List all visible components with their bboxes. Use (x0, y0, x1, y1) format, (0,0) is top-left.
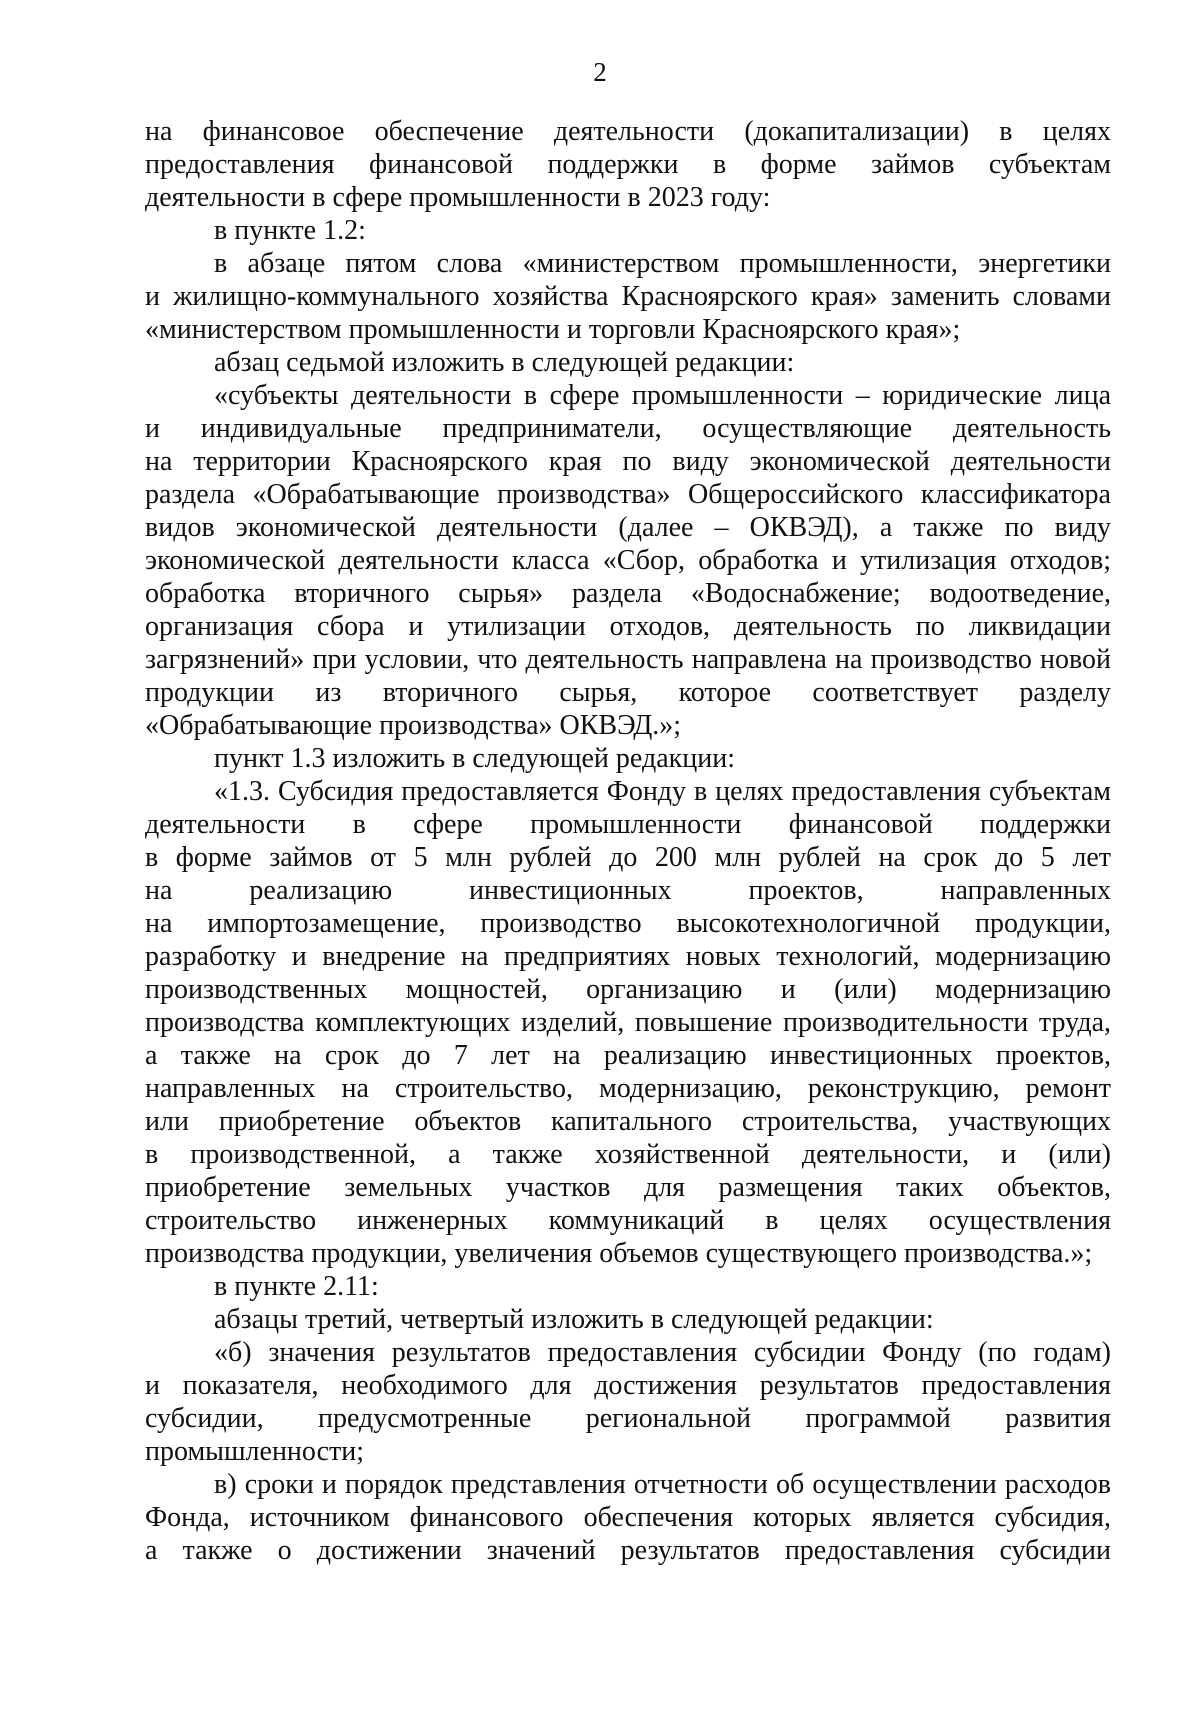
text-line: «б) значения результатов предоставления субсидии Фонду (по годам) (214, 1337, 1111, 1368)
text-line: и показателя, необходимого для достижения результатов предоставления (145, 1370, 1111, 1401)
paragraph (145, 1270, 1111, 1303)
text-line: продукции из вторичного сырья, которое соответствует разделу (145, 677, 1111, 708)
paragraph (145, 1336, 1111, 1468)
text-line: обработка вторичного сырья» раздела «Водоснабжение; водоотведение, (145, 578, 1111, 609)
text-line: в пункте 2.11: (214, 1271, 379, 1302)
text-line: в) сроки и порядок представления отчетности об осуществлении расходов (214, 1469, 1111, 1500)
text-line: видов экономической деятельности (далее – ОКВЭД), а также по виду (145, 512, 1111, 543)
text-line: Фонда, источником финансового обеспечения которых является субсидия, (145, 1502, 1111, 1533)
text-line: пункт 1.3 изложить в следующей редакции: (214, 743, 735, 774)
text-line: организация сбора и утилизации отходов, деятельность по ликвидации (145, 611, 1111, 642)
text-line: абзацы третий, четвертый изложить в следующей редакции: (214, 1304, 934, 1335)
text-line: промышленности; (145, 1436, 365, 1467)
text-line: «министерством промышленности и торговли Красноярского края»; (145, 314, 961, 345)
document-body (145, 115, 1111, 1567)
paragraph (145, 247, 1111, 346)
text-line: «1.3. Субсидия предоставляется Фонду в целях предоставления субъектам (214, 776, 1111, 807)
text-line: и индивидуальные предприниматели, осуществляющие деятельность (145, 413, 1111, 444)
paragraph (145, 775, 1111, 1270)
text-line: «субъекты деятельности в сфере промышленности – юридические лица (214, 380, 1111, 411)
text-line: на импортозамещение, производство высокотехнологичной продукции, (145, 908, 1111, 939)
text-line: субсидии, предусмотренные региональной программой развития (145, 1403, 1111, 1434)
text-line: а также о достижении значений результатов предоставления субсидии (145, 1535, 1111, 1566)
text-line: а также на срок до 7 лет на реализацию инвестиционных проектов, (145, 1040, 1111, 1071)
text-line: разработку и внедрение на предприятиях новых технологий, модернизацию (145, 941, 1111, 972)
text-line: производства продукции, увеличения объемов существующего производства.»; (145, 1238, 1093, 1269)
text-line: загрязнений» при условии, что деятельность направлена на производство новой (145, 644, 1111, 675)
text-line: в пункте 1.2: (214, 215, 366, 246)
text-line: или приобретение объектов капитального строительства, участвующих (145, 1106, 1111, 1137)
text-line: предоставления финансовой поддержки в форме займов субъектам (145, 149, 1111, 180)
text-line: экономической деятельности класса «Сбор, обработка и утилизация отходов; (145, 545, 1111, 576)
paragraph (145, 379, 1111, 742)
text-line: на финансовое обеспечение деятельности (докапитализации) в целях (145, 116, 1111, 147)
text-line: строительство инженерных коммуникаций в целях осуществления (145, 1205, 1111, 1236)
paragraph (145, 1303, 1111, 1336)
text-line: в абзаце пятом слова «министерством промышленности, энергетики (214, 248, 1111, 279)
paragraph (145, 214, 1111, 247)
paragraph (145, 115, 1111, 214)
paragraph (145, 346, 1111, 379)
text-line: на реализацию инвестиционных проектов, направленных (145, 875, 1111, 906)
paragraph (145, 1468, 1111, 1567)
text-line: приобретение земельных участков для размещения таких объектов, (145, 1172, 1111, 1203)
text-line: «Обрабатывающие производства» ОКВЭД.»; (145, 710, 682, 741)
text-line: деятельности в сфере промышленности финансовой поддержки (145, 809, 1111, 840)
text-line: абзац седьмой изложить в следующей редакции: (214, 347, 795, 378)
page-number: 2 (593, 57, 607, 87)
text-line: производственных мощностей, организацию и (или) модернизацию (145, 974, 1111, 1005)
text-line: в производственной, а также хозяйственной деятельности, и (или) (145, 1139, 1111, 1170)
text-line: производства комплектующих изделий, повышение производительности труда, (145, 1007, 1111, 1038)
text-line: деятельности в сфере промышленности в 2023 году: (145, 182, 771, 213)
paragraph (145, 742, 1111, 775)
text-line: на территории Красноярского края по виду экономической деятельности (145, 446, 1111, 477)
text-line: раздела «Обрабатывающие производства» Общероссийского классификатора (145, 479, 1111, 510)
text-line: направленных на строительство, модернизацию, реконструкцию, ремонт (145, 1073, 1111, 1104)
text-line: в форме займов от 5 млн рублей до 200 млн рублей на срок до 5 лет (145, 842, 1111, 873)
text-line: и жилищно-коммунального хозяйства Красноярского края» заменить словами (145, 281, 1111, 312)
